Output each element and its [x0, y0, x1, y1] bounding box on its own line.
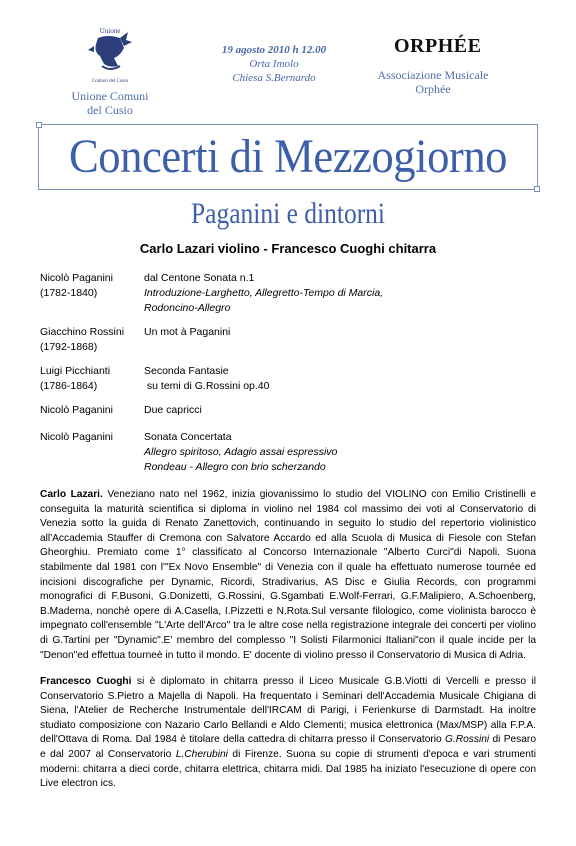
bio-cuoghi-text: si è diplomato in chitarra presso il Liceo Musicale G.B.Viotti di Vercelli e presso il Conservatorio S.Pietro a Majella di Napoli. Ha frequentato i Seminari dell'Accademia Musicale Chigiana di Siena, l'Atelier de Recherche Instrumentale dell'IRCAM di Parigi, i Ferienkurse di Darmstadt. Ha inoltre studiato composizione con Nazario Carlo Bellandi e Aldo Clementi; musica elettronica (Max/MSP) alla F.P.A. dell'Ottava di Roma. Dal 1984 è titolare della cattedra di chitarra presso il Conservatorio [40, 676, 536, 746]
program-list [40, 271, 540, 484]
program-item [40, 430, 540, 475]
work [144, 430, 337, 475]
composer [40, 403, 144, 418]
event-info [196, 43, 352, 85]
composer-name: Nicolò Paganini [40, 404, 113, 416]
composer-name: Nicolò Paganini [40, 272, 113, 284]
bio-cuoghi-italic: L.Cherubini [175, 748, 228, 760]
performers: Carlo Lazari violino - Francesco Cuoghi chitarra [139, 241, 437, 256]
composer-dates: (1786-1864) [40, 380, 98, 392]
work-title: Un mot à Paganini [144, 326, 231, 338]
left-org-line2: del Cusio [87, 103, 133, 117]
main-title: Concerti di Mezzogiorno [68, 130, 508, 183]
event-place: Orta Imolo [249, 58, 299, 70]
composer-dates: (1792-1868) [40, 341, 98, 353]
bio-cuoghi-text: di Pesaro e dal 2007 al Conservatorio [40, 734, 536, 760]
composer-name: Nicolò Paganini [40, 431, 113, 443]
composer [40, 271, 144, 316]
work-detail: Rondeau - Allegro con brio scherzando [144, 461, 326, 473]
program-item [40, 403, 540, 418]
orphee-logo-text: ORPHÉE [394, 35, 482, 57]
program-item [40, 364, 540, 394]
bio-lazari [40, 488, 536, 663]
composer [40, 364, 144, 394]
program-item [40, 325, 540, 355]
right-org-name [370, 68, 496, 96]
bio-cuoghi-italic: G.Rossini [445, 734, 490, 746]
bio-lazari-text: Veneziano nato nel 1962, inizia giovanissimo lo studio del VIOLINO con Emilio Cristinelli e conseguita la maturità scientifica si diploma in violino nel 1984 col massimo dei voti al Conservatorio di Venezia sotto la guida di Renato Zanettovich, continuando in seguito lo studio del repertorio violinistico all'Accademia Stauffer di Cremona con Salvatore Accardo ed alla Scuola di Musica di Fiesole con Stefan Gheorghiu. Premiato come 1° classificato al Concorso Internazionale "Alberto Curci"di Napoli. Suona stabilmente dal 1981 con l'"Ex Novo Ensemble" di Venezia con il quale ha effettuato numerose tournée ed incisioni discografiche per Dynamic, Ricordi, Stradivarius, AS Disc e Giulia Records, con programmi monografici di F.Busoni, G.Donizetti, G.Rossini, G.Sgambati E.Wolf-Ferrari, G.F.Malipiero, A.Schoenberg, B.Maderna, nonchè opere di A.Casella, I.Pizzetti e N.Rota.Sul versante filologico, come violinista barocco è impegnato coll'ensemble "L'Arte dell'Arco" tra le altre cose nella registrazione integrale dei concerti per violino di G.Tartini per "Dynamic".E' membro del complesso "I Solisti Filarmonici Italiani"con il quale incide per la "Denon"ed effettua tourneè in tutto il mondo. E' docente di violino presso il Conservatorio di Musica di Adria. [40, 489, 536, 661]
right-org-line1: Associazione Musicale [377, 68, 489, 82]
right-org-line2: Orphée [415, 82, 451, 96]
work [144, 271, 383, 316]
sub-title: Paganini e dintorni [190, 197, 386, 230]
bio-cuoghi [40, 675, 536, 792]
left-org-line1: Unione Comuni [71, 89, 149, 103]
composer-name: Luigi Picchianti [40, 365, 111, 377]
logo-text-bottom: Comuni del Cusio [91, 79, 129, 84]
logo-text-top: Unione [99, 27, 121, 35]
composer [40, 430, 144, 475]
work-title: dal Centone Sonata n.1 [144, 272, 255, 284]
event-date: 19 agosto 2010 h 12.00 [221, 44, 327, 56]
orphee-logo [386, 34, 486, 57]
work-detail: Introduzione-Larghetto, Allegretto-Tempo di Marcia, [144, 287, 384, 299]
work [144, 403, 202, 418]
composer [40, 325, 144, 355]
bio-cuoghi-text: di Firenze. Suona su copie di strumenti d'epoca e vari strumenti moderni: chitarra a dieci corde, chitarra elettrica, chitarra midi. Dal 1985 ha iniziato l'esecuzione di opere con Live electron ics. [40, 748, 536, 790]
work-detail: Rodoncino-Allegro [144, 302, 231, 314]
unione-comuni-logo [80, 24, 140, 86]
composer-dates: (1782-1840) [40, 287, 98, 299]
work [144, 325, 230, 355]
left-org-name [48, 89, 172, 117]
work-title: Seconda Fantasie [144, 365, 229, 377]
event-venue: Chiesa S.Bernardo [232, 72, 316, 84]
work-detail: su temi di G.Rossini op.40 [144, 380, 270, 392]
work-detail: Allegro spiritoso, Adagio assai espressivo [144, 446, 338, 458]
work-title: Due capricci [144, 404, 202, 416]
program-item [40, 271, 540, 316]
bio-cuoghi-name: Francesco Cuoghi [40, 676, 132, 687]
work [144, 364, 269, 394]
composer-name: Giacchino Rossini [40, 326, 125, 338]
work-title: Sonata Concertata [144, 431, 232, 443]
bio-lazari-name: Carlo Lazari. [40, 489, 103, 500]
